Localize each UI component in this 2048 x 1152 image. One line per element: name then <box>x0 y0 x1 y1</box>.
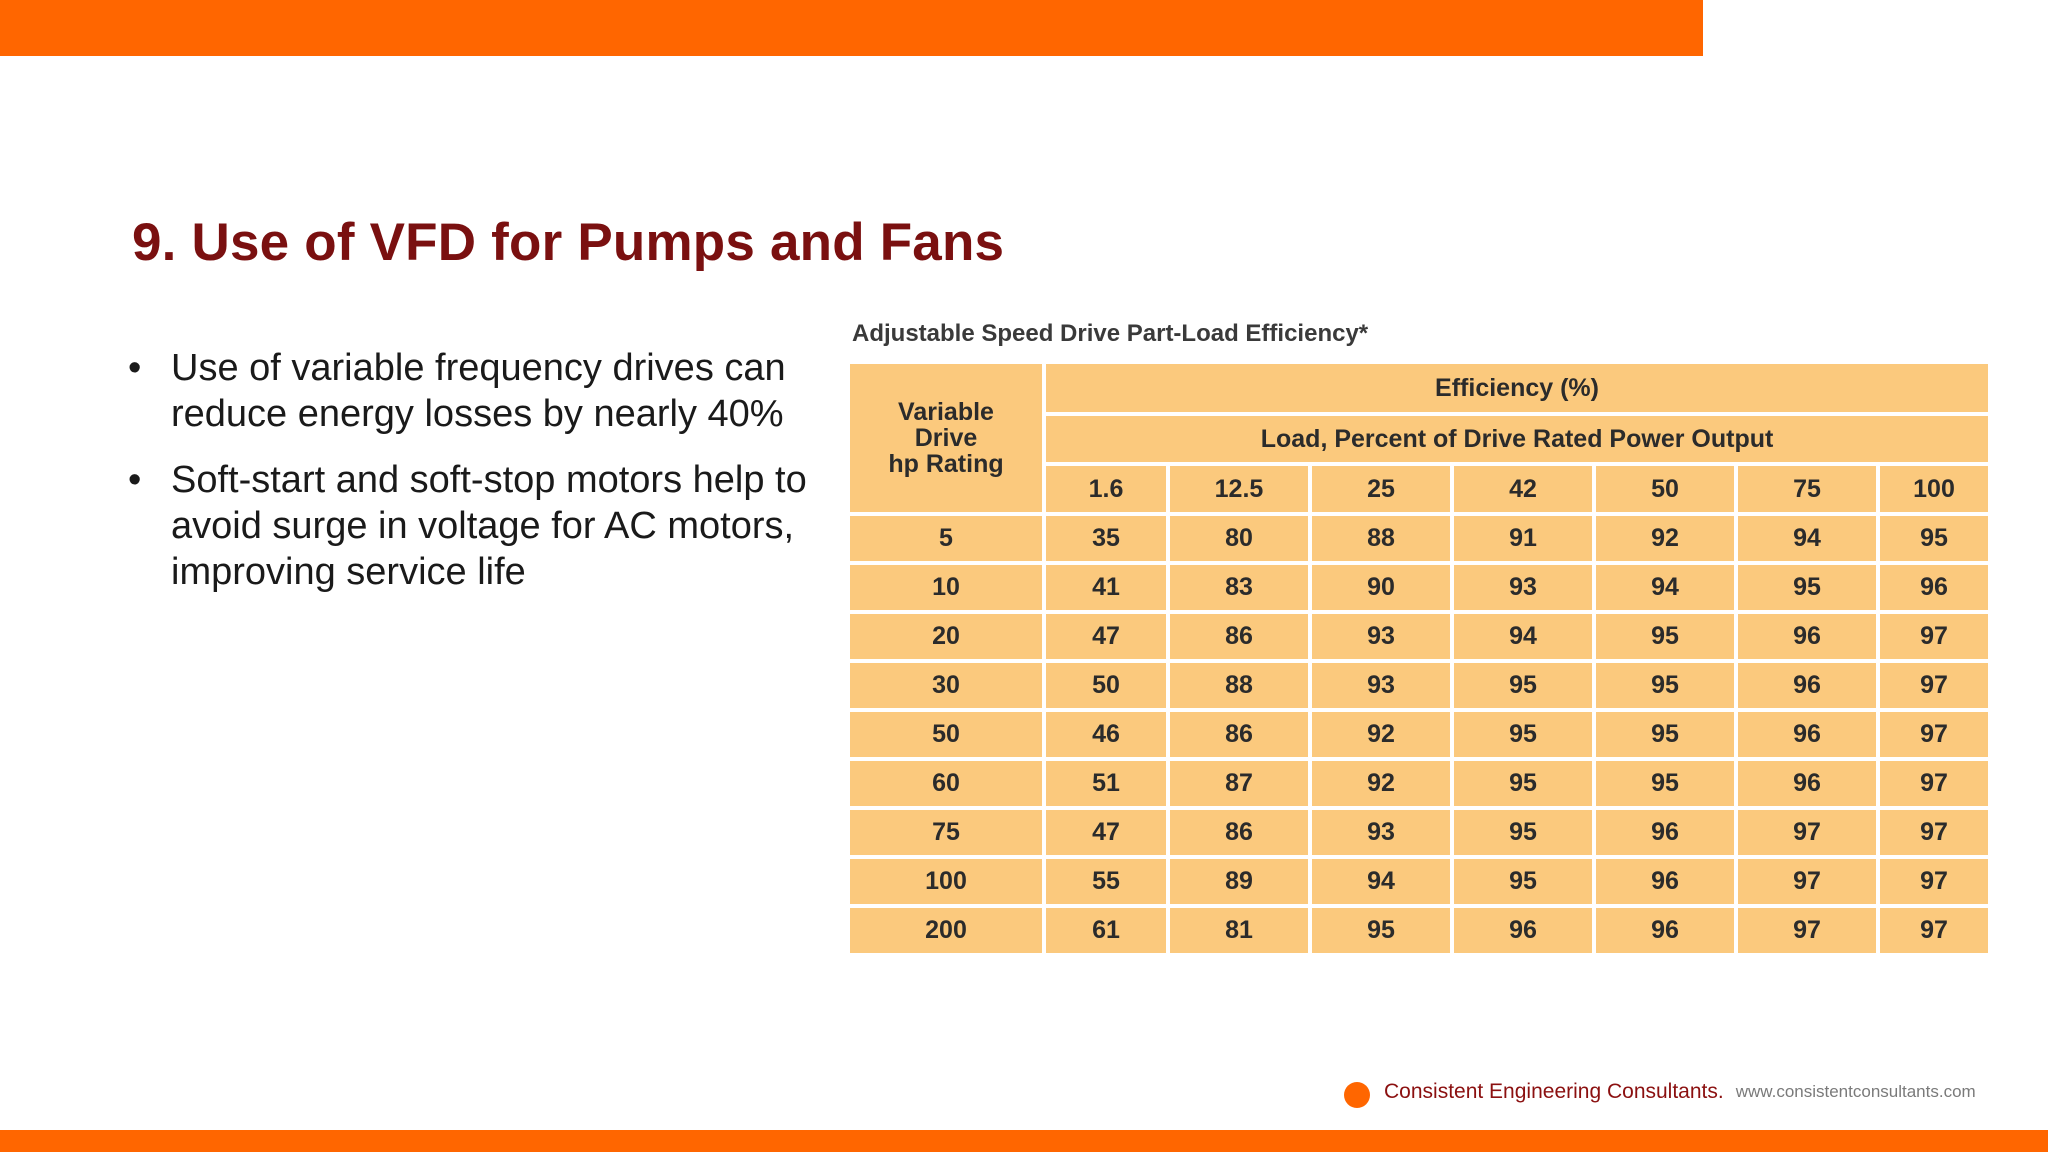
efficiency-table <box>846 360 1992 957</box>
bullet-text: Soft-start and soft-stop motors help to avoid surge in voltage for AC motors, improving service life <box>171 459 807 593</box>
efficiency-cell: 92 <box>1310 710 1452 759</box>
table-caption: Adjustable Speed Drive Part-Load Efficiency* <box>852 320 1369 347</box>
efficiency-cell: 97 <box>1878 759 1990 808</box>
load-column-header: 12.5 <box>1168 464 1310 514</box>
subheader-cell: Load, Percent of Drive Rated Power Output <box>1044 414 1990 464</box>
hp-rating-cell: 200 <box>848 906 1044 955</box>
efficiency-cell: 97 <box>1736 906 1878 955</box>
hp-rating-cell: 10 <box>848 563 1044 612</box>
row-header-line: hp Rating <box>888 450 1004 478</box>
load-column-header: 100 <box>1878 464 1990 514</box>
efficiency-cell: 47 <box>1044 612 1168 661</box>
efficiency-cell: 95 <box>1594 612 1736 661</box>
footer-url: www.consistentconsultants.com <box>1735 1082 1976 1101</box>
row-header-line: Drive <box>914 424 978 452</box>
efficiency-table-figure <box>846 318 1990 957</box>
efficiency-cell: 47 <box>1044 808 1168 857</box>
hp-rating-cell: 5 <box>848 514 1044 563</box>
efficiency-cell: 95 <box>1452 759 1594 808</box>
efficiency-cell: 95 <box>1452 661 1594 710</box>
efficiency-cell: 92 <box>1594 514 1736 563</box>
efficiency-cell: 96 <box>1736 612 1878 661</box>
efficiency-cell: 83 <box>1168 563 1310 612</box>
efficiency-cell: 81 <box>1168 906 1310 955</box>
load-column-header: 25 <box>1310 464 1452 514</box>
table-row <box>848 857 1990 906</box>
group-header-cell: Efficiency (%) <box>1044 362 1990 414</box>
efficiency-cell: 92 <box>1310 759 1452 808</box>
efficiency-cell: 89 <box>1168 857 1310 906</box>
efficiency-cell: 97 <box>1878 808 1990 857</box>
efficiency-cell: 95 <box>1452 710 1594 759</box>
efficiency-cell: 97 <box>1878 710 1990 759</box>
bullet-marker: • <box>128 459 142 501</box>
bullet-item <box>124 457 824 595</box>
efficiency-cell: 86 <box>1168 808 1310 857</box>
table-row <box>848 661 1990 710</box>
table-row <box>848 710 1990 759</box>
bottom-accent-bar <box>0 1130 2048 1152</box>
efficiency-cell: 88 <box>1168 661 1310 710</box>
efficiency-cell: 96 <box>1736 661 1878 710</box>
slide-title: 9. Use of VFD for Pumps and Fans <box>132 213 1005 272</box>
table-row <box>848 514 1990 563</box>
table-row <box>848 563 1990 612</box>
hp-rating-cell: 100 <box>848 857 1044 906</box>
efficiency-cell: 93 <box>1310 808 1452 857</box>
efficiency-cell: 96 <box>1594 857 1736 906</box>
efficiency-cell: 50 <box>1044 661 1168 710</box>
efficiency-cell: 95 <box>1594 710 1736 759</box>
efficiency-cell: 55 <box>1044 857 1168 906</box>
efficiency-cell: 97 <box>1736 808 1878 857</box>
table-row <box>848 759 1990 808</box>
efficiency-cell: 95 <box>1878 514 1990 563</box>
efficiency-cell: 95 <box>1452 857 1594 906</box>
hp-rating-cell: 30 <box>848 661 1044 710</box>
hp-rating-cell: 20 <box>848 612 1044 661</box>
efficiency-cell: 94 <box>1310 857 1452 906</box>
table-header-row <box>848 362 1990 414</box>
efficiency-cell: 51 <box>1044 759 1168 808</box>
load-column-header: 1.6 <box>1044 464 1168 514</box>
efficiency-cell: 90 <box>1310 563 1452 612</box>
hp-rating-cell: 50 <box>848 710 1044 759</box>
bullet-text: Use of variable frequency drives can reduce energy losses by nearly 40% <box>171 347 786 435</box>
bullet-list <box>124 345 824 615</box>
efficiency-cell: 97 <box>1736 857 1878 906</box>
efficiency-cell: 95 <box>1736 563 1878 612</box>
efficiency-cell: 91 <box>1452 514 1594 563</box>
efficiency-cell: 97 <box>1878 661 1990 710</box>
efficiency-cell: 93 <box>1310 612 1452 661</box>
efficiency-cell: 97 <box>1878 906 1990 955</box>
load-column-header: 75 <box>1736 464 1878 514</box>
efficiency-cell: 61 <box>1044 906 1168 955</box>
efficiency-cell: 88 <box>1310 514 1452 563</box>
efficiency-cell: 86 <box>1168 710 1310 759</box>
row-header-cell <box>848 362 1044 514</box>
efficiency-cell: 97 <box>1878 612 1990 661</box>
hp-rating-cell: 75 <box>848 808 1044 857</box>
efficiency-cell: 97 <box>1878 857 1990 906</box>
footer <box>1344 1076 1976 1108</box>
efficiency-cell: 41 <box>1044 563 1168 612</box>
bullet-marker: • <box>128 347 142 389</box>
efficiency-cell: 93 <box>1310 661 1452 710</box>
efficiency-cell: 96 <box>1878 563 1990 612</box>
footer-company: Consistent Engineering Consultants. <box>1384 1080 1724 1103</box>
load-column-header: 50 <box>1594 464 1736 514</box>
efficiency-cell: 35 <box>1044 514 1168 563</box>
hp-rating-cell: 60 <box>848 759 1044 808</box>
efficiency-cell: 95 <box>1310 906 1452 955</box>
logo-dot-icon <box>1344 1082 1370 1108</box>
efficiency-cell: 93 <box>1452 563 1594 612</box>
row-header-line: Variable <box>898 398 994 426</box>
table-row <box>848 906 1990 955</box>
efficiency-cell: 87 <box>1168 759 1310 808</box>
efficiency-cell: 94 <box>1736 514 1878 563</box>
bullet-item <box>124 345 824 437</box>
table-row <box>848 612 1990 661</box>
efficiency-cell: 96 <box>1452 906 1594 955</box>
efficiency-cell: 94 <box>1452 612 1594 661</box>
load-column-header: 42 <box>1452 464 1594 514</box>
efficiency-cell: 95 <box>1594 759 1736 808</box>
efficiency-cell: 86 <box>1168 612 1310 661</box>
efficiency-cell: 46 <box>1044 710 1168 759</box>
efficiency-cell: 96 <box>1594 808 1736 857</box>
efficiency-cell: 96 <box>1594 906 1736 955</box>
efficiency-cell: 95 <box>1452 808 1594 857</box>
table-row <box>848 808 1990 857</box>
efficiency-cell: 96 <box>1736 710 1878 759</box>
efficiency-cell: 96 <box>1736 759 1878 808</box>
top-accent-bar <box>0 0 1703 56</box>
efficiency-cell: 94 <box>1594 563 1736 612</box>
efficiency-cell: 80 <box>1168 514 1310 563</box>
efficiency-cell: 95 <box>1594 661 1736 710</box>
